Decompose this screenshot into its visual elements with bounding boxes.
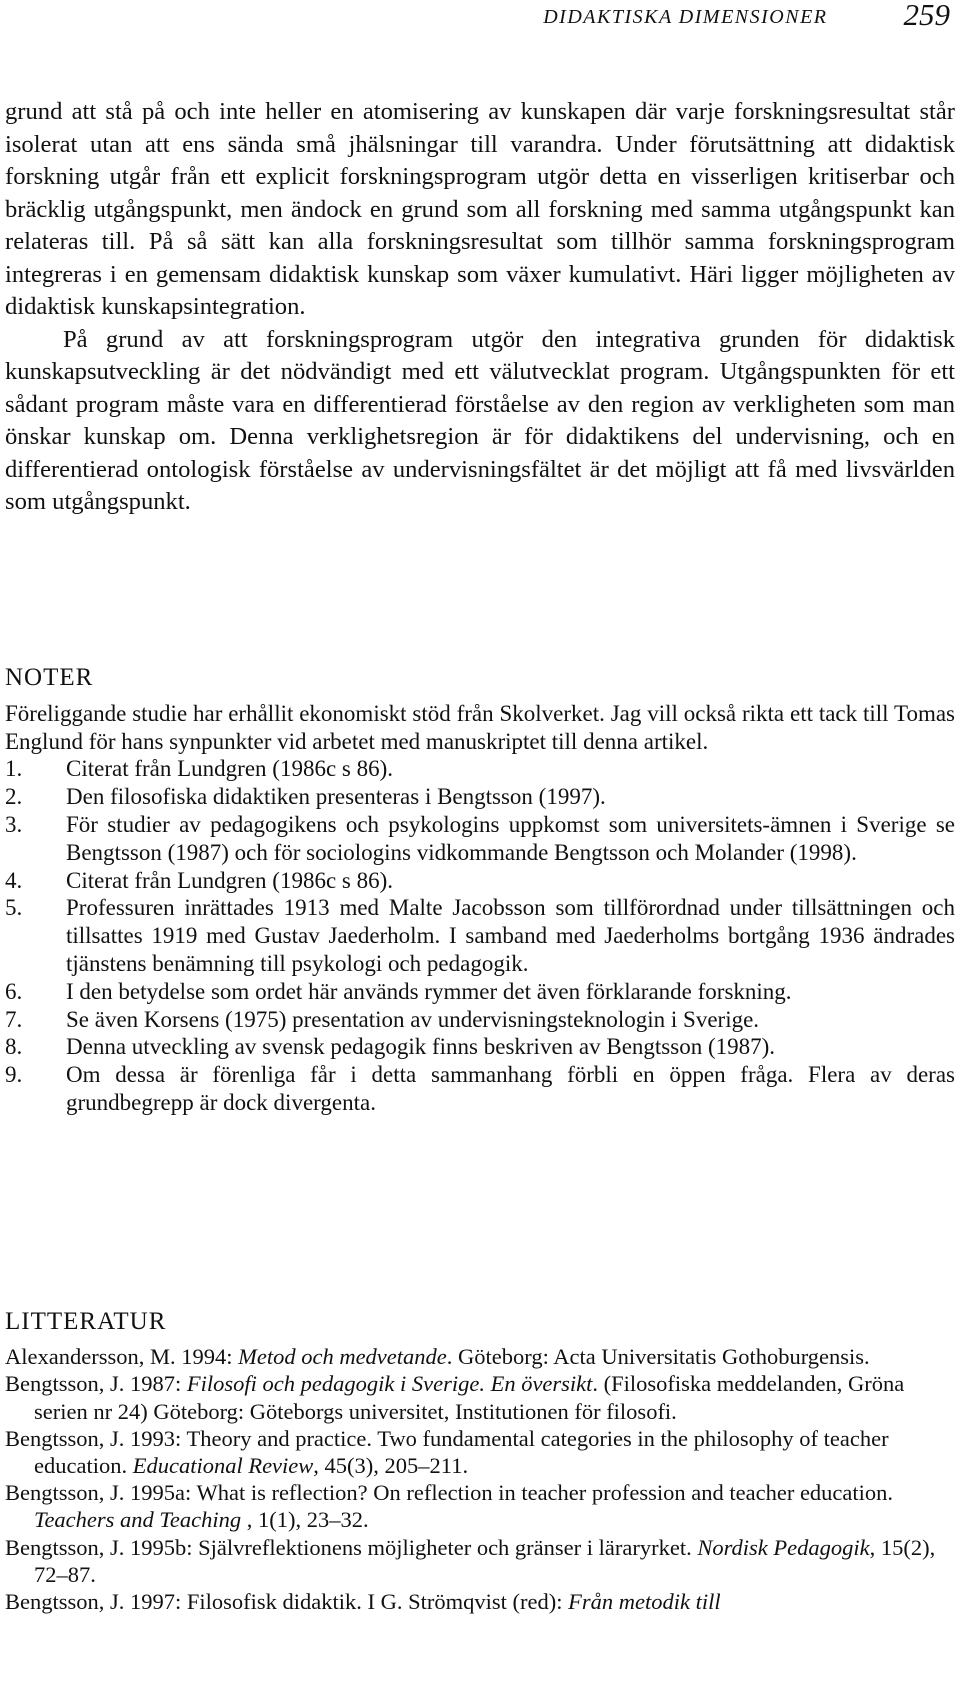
reference-entry	[5, 1588, 955, 1615]
note-item	[5, 1006, 955, 1034]
note-item	[5, 867, 955, 895]
note-number: 3.	[5, 811, 23, 837]
reference-title: Filosofi och pedagogik i Sverige. En översikt	[186, 1371, 593, 1397]
reference-text: Bengtsson, J. 1987:	[5, 1371, 187, 1397]
body-paragraph: grund att stå på och inte heller en atomisering av kunskapen där varje forskningsresultat står isolerat utan att ens sända små jhälsningar till varandra. Under förutsättning att didaktisk forskning utgår från ett explicit forskningsprogram utgör detta en visserligen kritiserbar och bräcklig utgångspunkt, men ändock en grund som all forskning med samma utgångspunkt kan relateras till. På så sätt kan alla forskningsresultat som tillhör samma forskningsprogram integreras i en gemensam didaktisk kunskap som växer kumulativt. Häri ligger möjligheten av didaktisk kunskapsintegration.	[5, 98, 955, 320]
note-number: 9.	[5, 1062, 23, 1088]
reference-title: Från metodik till	[568, 1589, 721, 1615]
reference-text: , 45(3), 205–211.	[313, 1453, 469, 1479]
reference-entry	[5, 1534, 955, 1588]
reference-title: Teachers and Teaching	[34, 1507, 242, 1533]
note-number: 7.	[5, 1006, 23, 1032]
note-text: Denna utveckling av svensk pedagogik finns beskriven av Bengtsson (1987).	[66, 1034, 776, 1060]
reference-entry	[5, 1479, 955, 1533]
reference-text: . Göteborg: Acta Universitatis Gothoburgensis.	[446, 1344, 870, 1370]
note-text: Se även Korsens (1975) presentation av undervisningsteknologin i Sverige.	[66, 1006, 760, 1032]
reference-text: Bengtsson, J. 1995b: Självreflektionens möjligheter och gränser i läraryrket.	[5, 1534, 698, 1560]
page-number: 259	[903, 0, 950, 32]
body-paragraph: På grund av att forskningsprogram utgör den integrativa grunden för didaktisk kunskapsutveckling är det nödvändigt med ett välutvecklat program. Utgångspunkten för ett sådant program måste vara en differentierad förståelse av den region av verkligheten som man önskar kunskap om. Denna verklighetsregion är för didaktikens del undervisning, och en differentierad ontologisk förståelse av undervisningsfältet är det möjligt att få med livsvärlden som utgångspunkt.	[5, 325, 955, 515]
notes-intro: Föreliggande studie har erhållit ekonomiskt stöd från Skolverket. Jag vill också rikta ett tack till Tomas Englund för hans synpunkter vid arbetet med manuskriptet till denna artikel.	[5, 700, 955, 754]
reference-text: . (Filosofiska meddelanden, Gröna serien nr 24) Göteborg: Göteborgs universitet, Institutionen för filosofi.	[34, 1371, 905, 1424]
note-number: 2.	[5, 784, 23, 810]
reference-text: Bengtsson, J. 1997: Filosofisk didaktik. I G. Strömqvist (red):	[5, 1589, 569, 1615]
note-number: 8.	[5, 1034, 23, 1060]
notes-section	[5, 664, 955, 1117]
note-text: I den betydelse som ordet här används rymmer det även förklarande forskning.	[66, 978, 792, 1004]
note-item	[5, 755, 955, 783]
note-item	[5, 978, 955, 1006]
reference-title: Nordisk Pedagogik	[697, 1534, 870, 1560]
reference-text: Bengtsson, J. 1995a: What is reflection? On reflection in teacher profession and teacher education.	[5, 1480, 894, 1506]
note-item	[5, 1033, 955, 1061]
reference-entry	[5, 1343, 955, 1370]
running-head-title: DIDAKTISKA DIMENSIONER	[543, 6, 828, 28]
note-item	[5, 811, 955, 867]
notes-heading: NOTER	[5, 664, 94, 691]
reference-text: Bengtsson, J. 1993: Theory and practice. Two fundamental categories in the philosophy of teacher education.	[5, 1425, 889, 1479]
note-text: Professuren inrättades 1913 med Malte Jacobsson som tillförordnad under tillsättningen och tillsattes 1919 med Gustav Jaederholm. I samband med Jaederholms bortgång 1936 ändrades tjänstens benämning till psykologi och pedagogik.	[66, 895, 955, 976]
note-number: 5.	[5, 895, 23, 921]
note-text: Citerat från Lundgren (1986c s 86).	[66, 756, 394, 782]
note-number: 1.	[5, 756, 23, 782]
reference-text: Alexandersson, M. 1994:	[5, 1344, 239, 1370]
running-head	[0, 0, 958, 40]
reference-entry	[5, 1425, 955, 1479]
reference-title: Metod och medvetande	[238, 1344, 447, 1370]
references-heading: LITTERATUR	[5, 1308, 167, 1335]
note-list	[5, 755, 955, 1116]
reference-text: , 15(2), 72–87.	[34, 1534, 936, 1587]
note-number: 4.	[5, 867, 23, 893]
note-text: Om dessa är förenliga får i detta sammanhang förbli en öppen fråga. Flera av deras grundbegrepp är dock divergenta.	[66, 1062, 955, 1115]
note-text: För studier av pedagogikens och psykologins uppkomst som universitets-ämnen i Sverige se Bengtsson (1987) och för sociologins vidkommande Bengtsson och Molander (1998).	[66, 811, 955, 865]
note-item	[5, 783, 955, 811]
note-item	[5, 894, 955, 977]
note-number: 6.	[5, 978, 23, 1004]
reference-text: , 1(1), 23–32.	[241, 1507, 369, 1533]
references-section	[5, 1308, 955, 1615]
note-item	[5, 1061, 955, 1117]
note-text: Den filosofiska didaktiken presenteras i Bengtsson (1997).	[66, 784, 606, 810]
reference-entry	[5, 1370, 955, 1424]
note-text: Citerat från Lundgren (1986c s 86).	[66, 867, 394, 893]
reference-title: Educational Review	[132, 1453, 314, 1479]
body-text	[5, 96, 955, 519]
